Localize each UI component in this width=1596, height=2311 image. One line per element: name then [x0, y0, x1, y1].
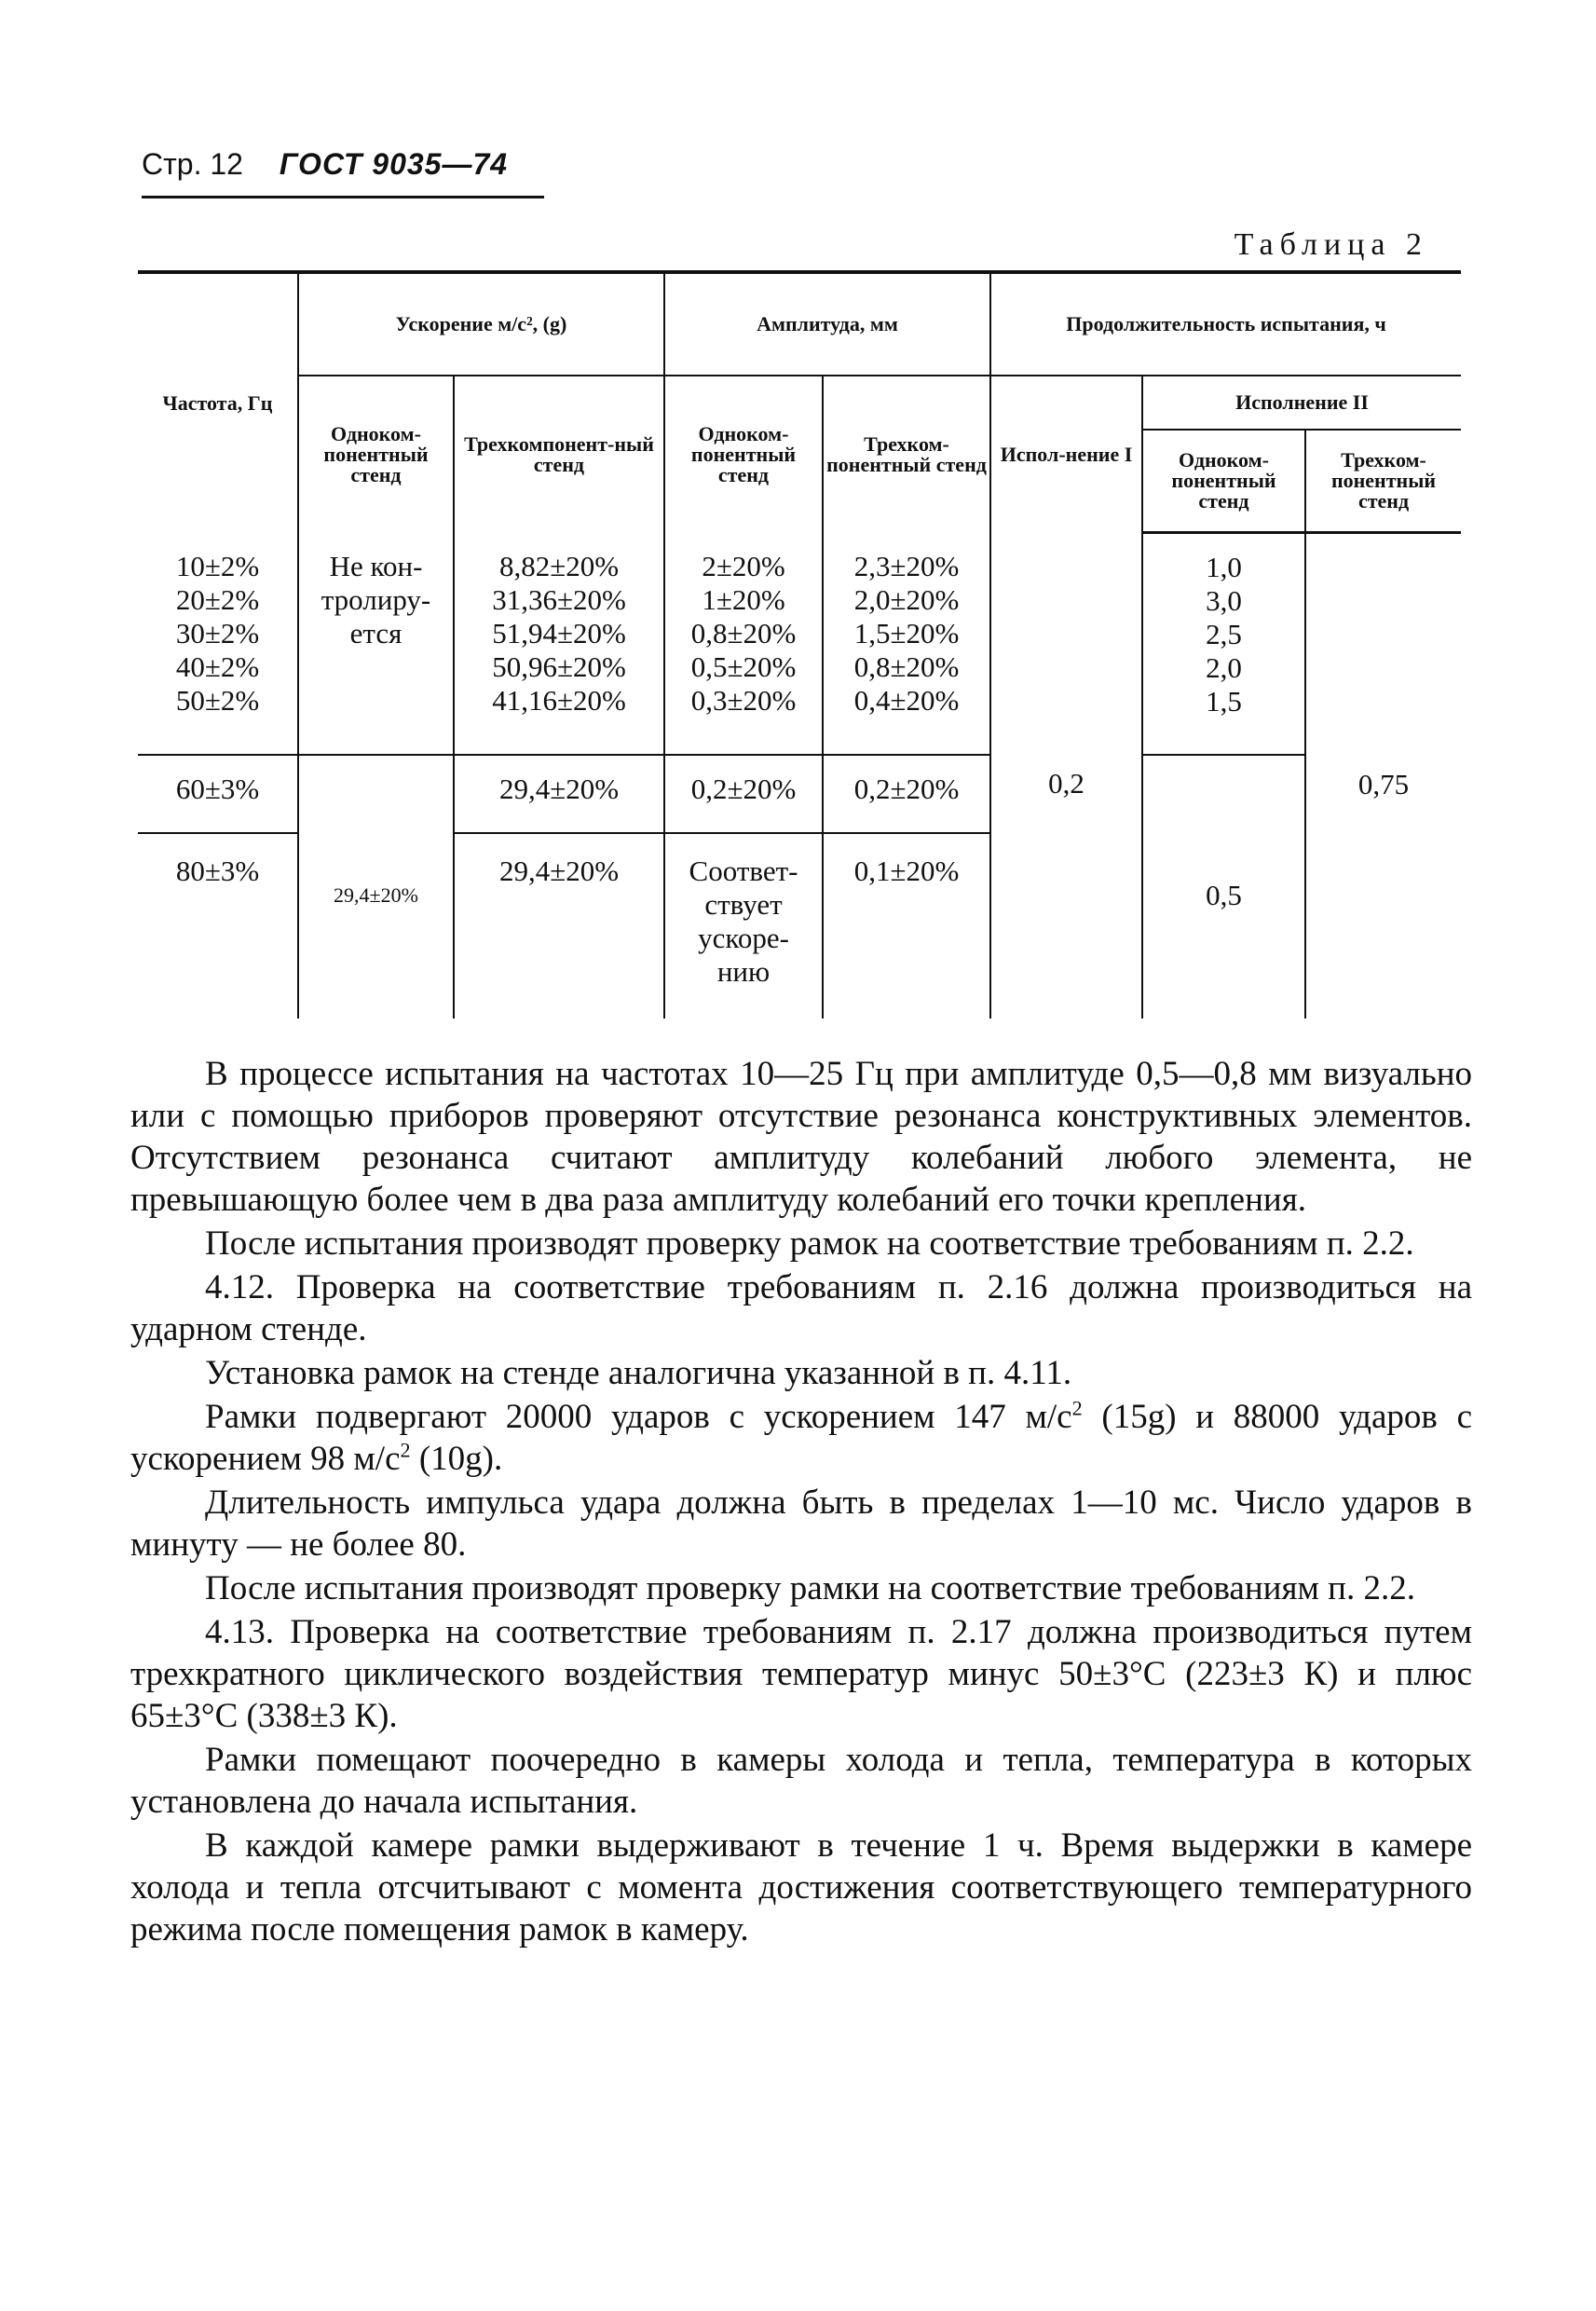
- version-1-cell: 0,2: [990, 533, 1142, 1019]
- header-v2-one-component: Одноком-понентный стенд: [1142, 430, 1305, 533]
- header-version-2: Исполнение II: [1142, 376, 1461, 430]
- header-accel-three-component: Трехкомпонент-ный стенд: [454, 376, 664, 533]
- header-version-1: Испол-нение I: [990, 376, 1142, 533]
- header-frequency: Частота, Гц: [138, 272, 298, 533]
- header-ampl-one-component: Одноком-понентный стенд: [664, 376, 823, 533]
- standard-number: ГОСТ 9035—74: [279, 147, 509, 181]
- paragraph: 4.13. Проверка на соответствие требованиям п. 2.17 должна производиться путем трехкратного циклического воздействия температур минус 50±3°С (223±3 К) и плюс 65±3°С (338±3 К).: [130, 1613, 1472, 1735]
- header-v2-three-component: Трехком-понентный стенд: [1305, 430, 1461, 533]
- accel-three-cell: 29,4±20%: [454, 833, 664, 1019]
- header-acceleration: Ускорение м/с², (g): [298, 272, 664, 376]
- accel-three-cell: 29,4±20%: [454, 755, 664, 833]
- paragraph: В каждой камере рамки выдерживают в течение 1 ч. Время выдержки в камере холода и тепла отсчитывают с момента достижения соответствующего температурного режима после помещения рамок в камеру.: [130, 1826, 1472, 1949]
- frequency-cell: 60±3%: [138, 755, 298, 833]
- table-row: [138, 533, 1461, 756]
- header-duration: Продолжительность испытания, ч: [990, 272, 1461, 376]
- frequency-cell: 10±2% 20±2% 30±2% 40±2% 50±2%: [175, 549, 260, 717]
- ampl-one-cell: 2±20% 1±20% 0,8±20% 0,5±20% 0,3±20%: [664, 533, 823, 756]
- frequency-cell: 80±3%: [138, 833, 298, 1019]
- table-row: [138, 755, 1461, 833]
- ampl-one-cell: Соответ- ствует ускоре- нию: [664, 833, 823, 1019]
- version-2-one-cell: 1,0 3,0 2,5 2,0 1,5: [1142, 533, 1305, 756]
- header-ampl-three-component: Трехком-понентный стенд: [823, 376, 990, 533]
- page-header: [142, 147, 508, 182]
- table-caption: Таблица 2: [1234, 227, 1428, 262]
- body-text: [130, 1053, 1472, 1950]
- paragraph: После испытания производят проверку рамки на соответствие требованиям п. 2.2.: [205, 1569, 1415, 1607]
- version-2-three-cell: 0,75: [1305, 533, 1461, 1019]
- accel-one-cell: 29,4±20%: [298, 755, 454, 1019]
- paragraph: 4.12. Проверка на соответствие требованиям п. 2.16 должна производиться на ударном стенде.: [130, 1268, 1472, 1348]
- paragraph: После испытания производят проверку рамок на соответствие требованиям п. 2.2.: [205, 1224, 1414, 1263]
- ampl-three-cell: 0,2±20%: [823, 755, 990, 833]
- header-rule: [142, 196, 544, 198]
- version-2-one-cell: 0,5: [1142, 755, 1305, 1019]
- test-parameters-table: [138, 270, 1461, 1019]
- paragraph: Длительность импульса удара должна быть в пределах 1—10 мс. Число ударов в минуту — не более 80.: [130, 1484, 1472, 1564]
- paragraph: В процессе испытания на частотах 10—25 Гц при амплитуде 0,5—0,8 мм визуально или с помощью приборов проверяют отсутствие резонанса конструктивных элементов. Отсутствием резонанса считают амплитуду колебаний любого элемента, не превышающую более чем в два раза амплитуду колебаний его точки крепления.: [130, 1055, 1472, 1219]
- accel-three-cell: 8,82±20% 31,36±20% 51,94±20% 50,96±20% 41,16±20%: [454, 533, 664, 756]
- page-number: Стр. 12: [142, 147, 243, 181]
- ampl-one-cell: 0,2±20%: [664, 755, 823, 833]
- ampl-three-cell: 2,3±20% 2,0±20% 1,5±20% 0,8±20% 0,4±20%: [823, 533, 990, 756]
- ampl-three-cell: 0,1±20%: [823, 833, 990, 1019]
- header-accel-one-component: Одноком-понентный стенд: [298, 376, 454, 533]
- paragraph: Рамки помещают поочередно в камеры холода и тепла, температура в которых установлена до начала испытания.: [130, 1741, 1472, 1821]
- accel-one-cell: Не кон- тролиру- ется: [298, 533, 454, 756]
- paragraph: Рамки подвергают 20000 ударов с ускорением 147 $м/с^2$ (15g) и 88000 ударов с ускорением 98 $м/с^2$ (10g).: [130, 1396, 1473, 1478]
- paragraph: Установка рамок на стенде аналогична указанной в п. 4.11.: [205, 1354, 1072, 1392]
- header-amplitude: Амплитуда, мм: [664, 272, 990, 376]
